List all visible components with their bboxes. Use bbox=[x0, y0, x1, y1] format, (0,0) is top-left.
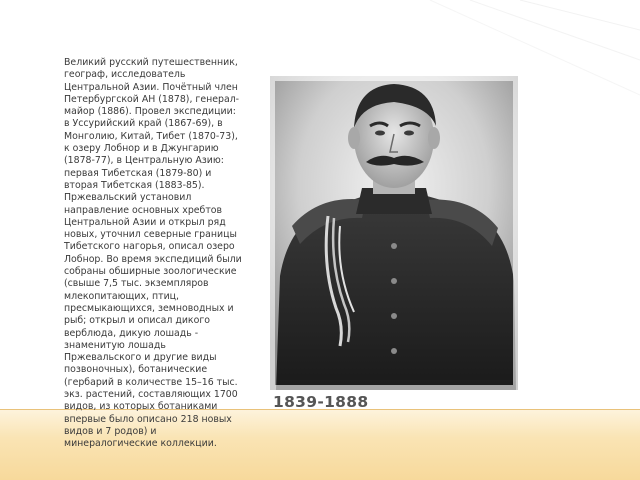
biography-text: Великий русский путешественник, географ, исследователь Центральной Азии. Почётный член Петербургской АН (1878), генерал-майор (1886). Провел экспедиции: в Уссурийский край (1867-69), в Монголию, Китай, Тибет (1870-73), к озеру Лобнор и в Джунгарию (1878-77), в Центральную Азию: первая Тибетская (1879-80) и вторая Тибетская (1883-85). Пржевальский установил направление основных хребтов Центральной Азии и открыл ряд новых, уточнил северные границы Тибетского нагорья, описал озеро Лобнор. Во время экспедиций были собраны обширные зоологические (свыше 7,5 тыс. экземпляров млекопитающих, птиц, пресмыкающихся, земноводных и рыб; открыл и описал дикого верблюда, дикую лошадь - знаменитую лошадь Пржевальского и другие виды позвоночных), ботанические (гербарий в количестве 15–16 тыс. экз. растений, составляющих 1700 видов, из которых ботаниками впервые было описано 218 новых видов и 7 родов) и минералогические коллекции. bbox=[64, 57, 242, 450]
years-label: 1839-1888 bbox=[273, 393, 369, 411]
portrait-photo bbox=[270, 76, 518, 390]
portrait-photo-icon bbox=[270, 76, 518, 390]
